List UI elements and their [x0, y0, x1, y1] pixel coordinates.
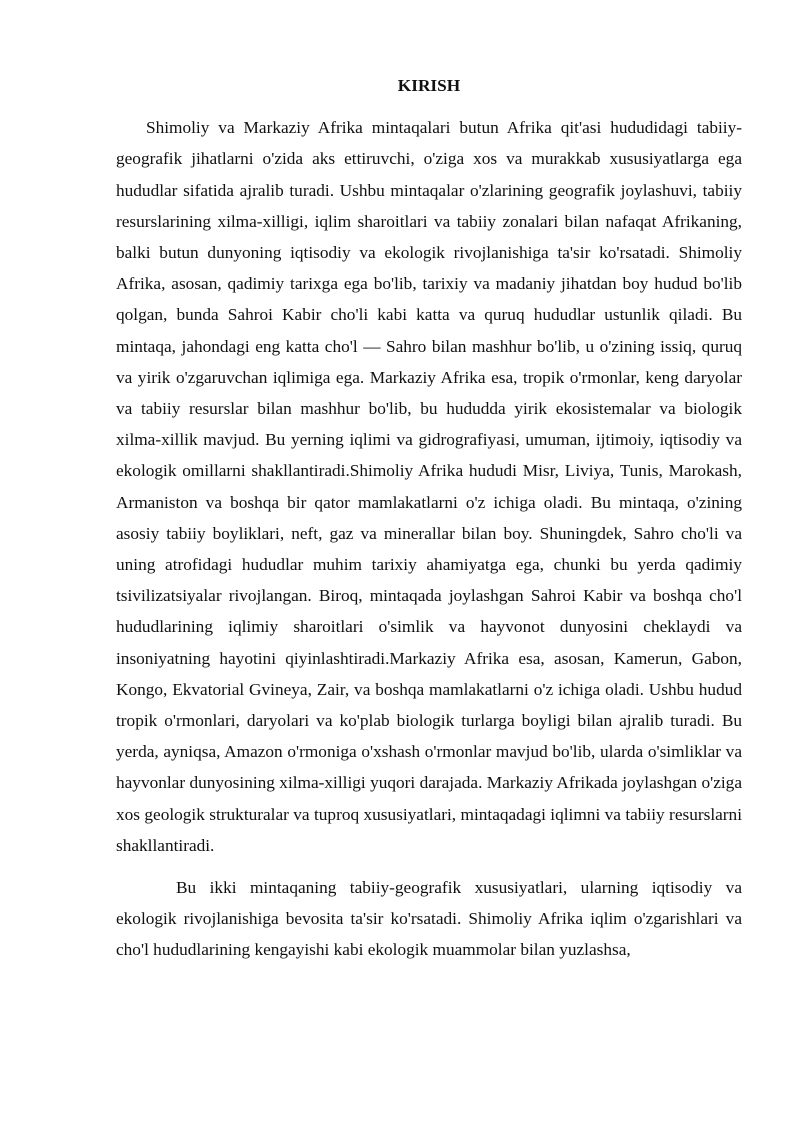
document-page [116, 70, 742, 966]
paragraph-intro: Shimoliy va Markaziy Afrika mintaqalari butun Afrika qit'asi hududidagi tabiiy-geografik jihatlarni o'zida aks ettiruvchi, o'ziga xos va murakkab xususiyatlarga ega hududlar sifatida ajralib turadi. Ushbu mintaqalar o'zlarining geografik joylashuvi, tabiiy resurslarining xilma-xilligi, iqlim sharoitlari va tabiiy zonalari bilan nafaqat Afrikaning, balki butun dunyoning iqtisodiy va ekologik rivojlanishiga ta'sir ko'rsatadi. Shimoliy Afrika, asosan, qadimiy tarixga ega bo'lib, tarixiy va madaniy jihatdan boy hudud bo'lib qolgan, bunda Sahroi Kabir cho'li kabi katta va quruq hududlar ustunlik qiladi. Bu mintaqa, jahondagi eng katta cho'l — Sahro bilan mashhur bo'lib, u o'zining issiq, quruq va yirik o'zgaruvchan iqlimiga ega. Markaziy Afrika esa, tropik o'rmonlar, keng daryolar va tabiiy resurslar bilan mashhur bo'lib, bu hududda yirik ekosistemalar va biologik xilma-xillik mavjud. Bu yerning iqlimi va gidrografiyasi, umuman, ijtimoiy, iqtisodiy va ekologik omillarni shakllantiradi.Shimoliy Afrika hududi Misr, Liviya, Tunis, Marokash, Armaniston va boshqa bir qator mamlakatlarni o'z ichiga oladi. Bu mintaqa, o'zining asosiy tabiiy boyliklari, neft, gaz va minerallar bilan boy. Shuningdek, Sahro cho'li va uning atrofidagi hududlar muhim tarixiy ahamiyatga ega, chunki bu yerda qadimiy tsivilizatsiyalar rivojlangan. Biroq, mintaqada joylashgan Sahroi Kabir va boshqa cho'l hududlarining iqlimiy sharoitlari o'simlik va hayvonot dunyosini cheklaydi va insoniyatning hayotini qiyinlashtiradi.Markaziy Afrika esa, asosan, Kamerun, Gabon, Kongo, Ekvatorial Gvineya, Zair, va boshqa mamlakatlarni o'z ichiga oladi. Ushbu hudud tropik o'rmonlari, daryolari va ko'plab biologik turlarga boyligi bilan ajralib turadi. Bu yerda, ayniqsa, Amazon o'rmoniga o'xshash o'rmonlar mavjud bo'lib, ularda o'simliklar va hayvonlar dunyosining xilma-xilligi yuqori darajada. Markaziy Afrikada joylashgan o'ziga xos geologik strukturalar va tuproq xususiyatlari, mintaqadagi iqlimni va tabiiy resurslarni shakllantiradi. [116, 118, 742, 855]
paragraph-second: Bu ikki mintaqaning tabiiy-geografik xususiyatlari, ularning iqtisodiy va ekologik rivojlanishiga bevosita ta'sir ko'rsatadi. Shimoliy Afrika iqlim o'zgarishlari va cho'l hududlarining kengayishi kabi ekologik muammolar bilan yuzlashsa, [116, 878, 742, 960]
page-title: KIRISH [397, 76, 461, 95]
